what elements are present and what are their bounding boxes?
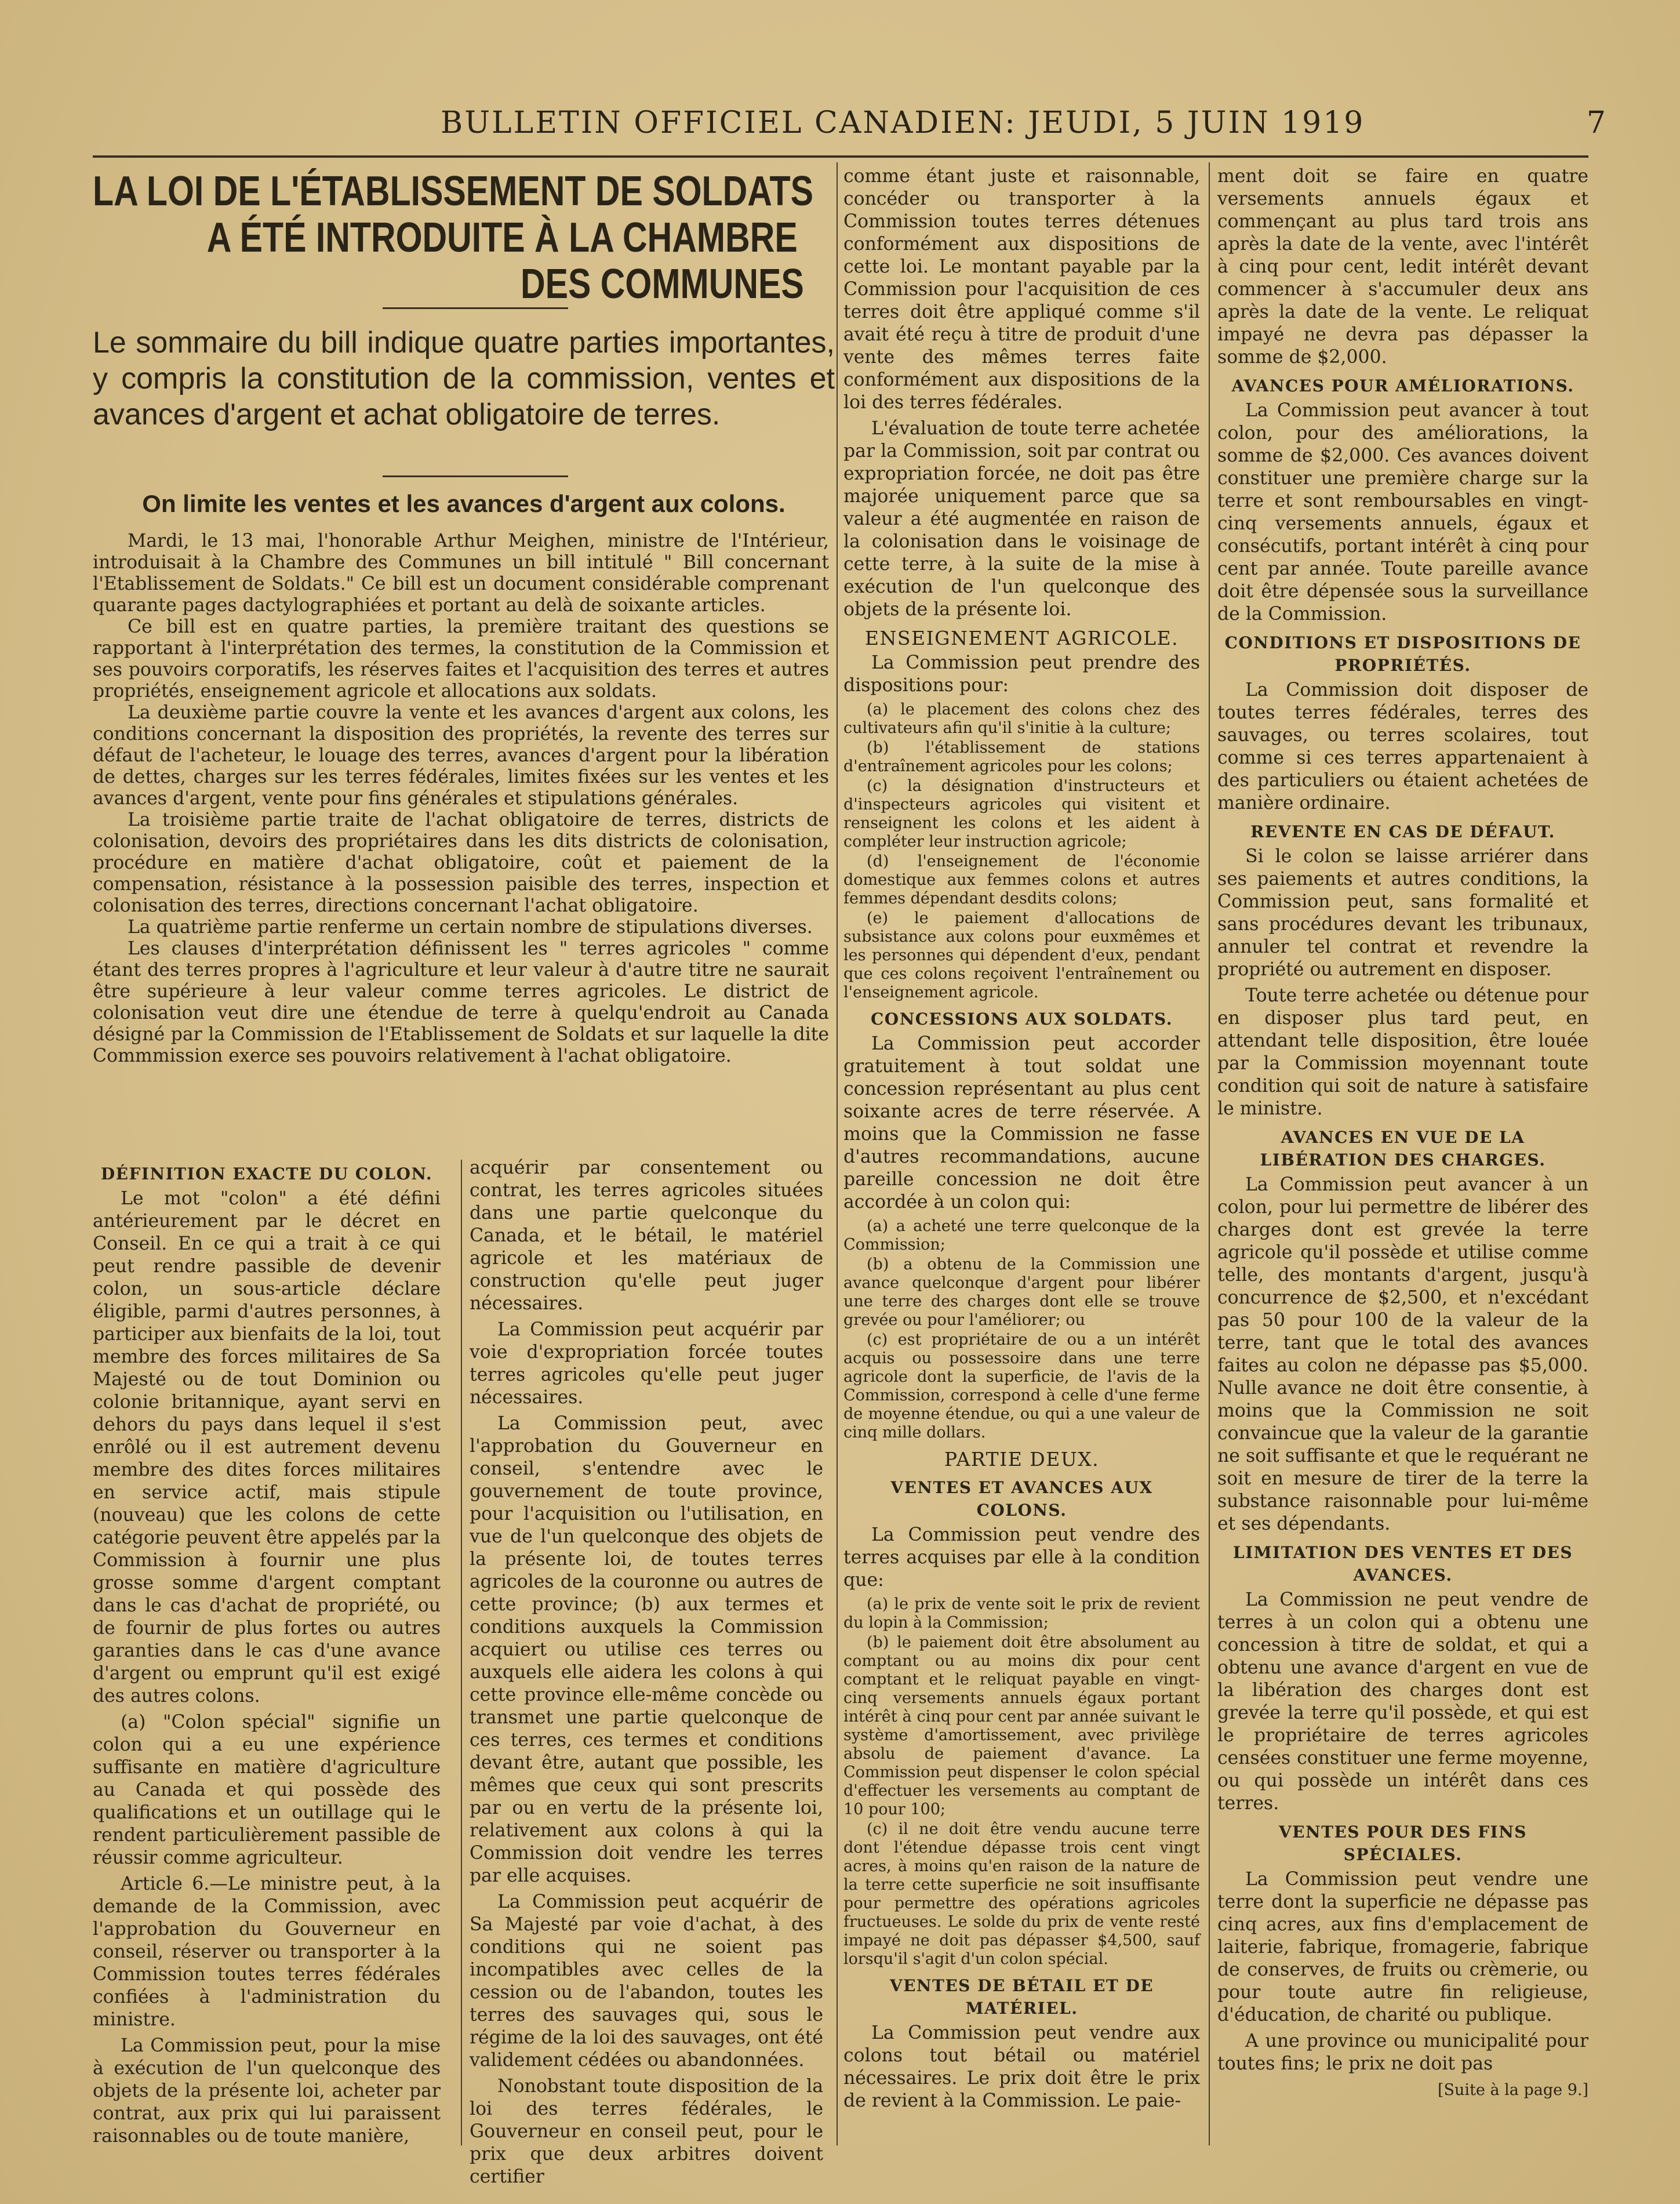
headline-line-2: A ÉTÉ INTRODUITE À LA CHAMBRE xyxy=(206,215,798,261)
column-c xyxy=(843,165,1200,2148)
running-header xyxy=(93,103,1606,158)
subheadline: On limite les ventes et les avances d'argent aux colons. xyxy=(142,490,786,517)
section-heading: VENTES DE BÉTAIL ET DE MATÉRIEL. xyxy=(889,1976,1154,2018)
paragraph: A une province ou municipalité pour toutes fins; le prix ne doit pas xyxy=(1217,2031,1588,2074)
paragraph: La Commission peut vendre des terres acquises par elle à la condition que: xyxy=(843,1524,1200,1591)
list-item: (b) a obtenu de la Commission une avance quelconque d'argent pour libérer une terre des charges dont elle se trouve grevée ou pour l'améliorer; ou xyxy=(843,1255,1200,1329)
paragraph: Ce bill est en quatre parties, la première traitant des questions se rapportant à l'interprétation des termes, la constitution de la Commission et ses pouvoirs corporatifs, les réserves faites et l'acquisition des terres et autres propriétés, enseignement agricole et allocations aux soldats. xyxy=(93,616,829,702)
section-heading: CONDITIONS ET DISPOSITIONS DE PROPRIÉTÉS. xyxy=(1224,633,1581,675)
section-heading: VENTES POUR DES FINS SPÉCIALES. xyxy=(1278,1822,1528,1864)
section-heading: VENTES ET AVANCES AUX COLONS. xyxy=(890,1478,1153,1520)
paragraph: La deuxième partie couvre la vente et les avances d'argent aux colons, les conditions concernant la disposition des propriétés, la revente des terres sur défaut de l'acheteur, le louage des terres, avances d'argent pour la libération de dettes, charges sur les terres fédérales, limites fixées sur les ventes et les avances d'argent, vente pour fins générales et stipulations générales. xyxy=(93,702,829,809)
paragraph: Toute terre achetée ou détenue pour en disposer plus tard peut, en attendant telle disposition, être louée par la Commission moyennant toute condition qui soit de nature à satisfaire le ministre. xyxy=(1217,985,1588,1119)
masthead-line: BULLETIN OFFICIEL CANADIEN: JEUDI, 5 JUIN 1919 xyxy=(441,106,1365,140)
column-rule xyxy=(461,1160,462,2145)
headline-line-3: DES COMMUNES xyxy=(521,261,804,307)
column-a xyxy=(93,1157,441,2147)
paragraph: Les clauses d'interprétation définissent les " terres agricoles " comme étant des terres propres à l'agriculture et leur valeur à d'autre titre ne saurait être supérieure à leur valeur comme terres agricoles. Le district de colonisation veut dire une étendue de terre à quelqu'endroit au Canada désigné par la Commission de l'Etablissement de Soldats et sur laquelle la dite Commmission exerce ses pouvoirs relativement à l'achat obligatoire. xyxy=(93,938,829,1066)
paragraph: La Commission ne peut vendre de terres à un colon qui a obtenu une concession à titre de soldat, et qui a obtenu une avance d'argent en vue de la libération des charges dont est grevée la terre qu'il possède, et qui est le propriétaire de terres agricoles censées constituer une ferme moyenne, ou qui possède un intérêt dans ces terres. xyxy=(1217,1589,1588,1814)
section-heading: REVENTE EN CAS DE DÉFAUT. xyxy=(1250,822,1555,841)
column-rule xyxy=(837,162,838,2145)
paragraph: ment doit se faire en quatre versements annuels égaux et commençant au plus tard trois ans après la date de la vente, avec l'intérêt à cinq pour cent, ledit intérêt devant commencer à s'accumuler deux ans après la date de la vente. Le reliquat impayé ne devra pas dépasser la somme de $2,000. xyxy=(1217,166,1588,368)
section-heading: PARTIE DEUX. xyxy=(944,1448,1100,1470)
divider xyxy=(383,307,568,309)
headline xyxy=(93,168,813,307)
section-heading: ENSEIGNEMENT AGRICOLE. xyxy=(864,627,1179,649)
paragraph: La Commission peut acquérir par voie d'expropriation forcée toutes terres agricoles qu'elle peut juger nécessaires. xyxy=(470,1319,823,1408)
list-item: (e) le paiement d'allocations de subsistance aux colons pour euxmêmes et les personnes qui dépendent d'eux, pendant que ces colons reçoivent l'entraînement ou l'enseignement agricole. xyxy=(843,909,1200,1001)
paragraph: Le mot "colon" a été défini antérieurement par le décret en Conseil. En ce qui a trait à ce qui peut rendre passible de devenir colon, un sous-article déclare éligible, parmi d'autres personnes, à participer aux bienfaits de la loi, tout membre des forces militaires de Sa Majesté ou de tout Dominion ou colonie britannique, ayant servi en dehors du pays dans lequel il s'est enrôlé ou il est autrement devenu membre des dites forces militaires en service actif, mais stipule (nouveau) que les colons de cette catégorie peuvent être appelés par la Commission à fournir une plus grosse somme d'argent comptant dans le cas d'achat de propriété, ou de fournir de plus fortes ou autres garanties dans le cas d'une avance d'argent ou emprunt qu'il est exigé des autres colons. xyxy=(93,1188,441,1706)
paragraph: La Commission peut acquérir de Sa Majesté par voie d'achat, à des conditions qui ne soient pas incompatibles avec celles de la cession ou de l'abandon, toutes les terres des sauvages qui, sous le régime de la loi des sauvages, ont été validement cédées ou abandonnées. xyxy=(470,1891,823,2071)
paragraph: comme étant juste et raisonnable, concéder ou transporter à la Commission toutes terres détenues conformément aux dispositions de cette loi. Le montant payable par la Commission pour l'acquisition de ces terres doit être appliqué comme s'il avait été reçu à titre de produit d'une vente des mêmes terres faite conformément aux dispositions de la loi des terres fédérales. xyxy=(843,166,1200,413)
list-item: (c) il ne doit être vendu aucune terre dont l'étendue dépasse trois cent vingt acres, à moins qu'en raison de la nature de la terre cette superficie ne soit insuffisante pour permettre des opérations agricoles fructueuses. Le solde du prix de vente resté impayé ne doit pas dépasser $4,500, sauf lorsqu'il s'agit d'un colon spécial. xyxy=(843,1820,1200,1968)
divider xyxy=(383,475,568,477)
section-heading: AVANCES EN VUE DE LA LIBÉRATION DES CHARGES. xyxy=(1260,1128,1546,1170)
list-item: (c) la désignation d'instructeurs et d'inspecteurs agricoles qui visitent et renseignent les colons et les aident à compléter leur instruction agricole; xyxy=(843,777,1200,851)
column-rule xyxy=(1209,162,1210,2145)
list-item: (b) l'établissement de stations d'entraînement agricoles pour les colons; xyxy=(843,739,1200,775)
intro-text xyxy=(93,531,829,1067)
paragraph: La Commission peut avancer à tout colon, pour des améliorations, la somme de $2,000. Ces avances doivent constituer une première charge sur la terre et sont remboursables en vingt-cinq versements annuels, égaux et consécutifs, portant intérêt à cinq pour cent par année. Toute pareille avance doit être dépensée sous la surveillance de la Commission. xyxy=(1217,400,1588,624)
paragraph: Mardi, le 13 mai, l'honorable Arthur Meighen, ministre de l'Intérieur, introduisait à la Chambre des Communes un bill intitulé " Bill concernant l'Etablissement de Soldats." Ce bill est un document considérable comprenant quarante pages dactylographiées et portant au delà de soixante articles. xyxy=(93,531,829,616)
paragraph: Si le colon se laisse arriérer dans ses paiements et autres conditions, la Commission peut, sans formalité et sans procédures devant les tribunaux, annuler tel contrat et revendre la propriété ou autrement en disposer. xyxy=(1217,846,1588,980)
paragraph: Nonobstant toute disposition de la loi des terres fédérales, le Gouverneur en conseil peut, pour le prix que deux arbitres doivent certifier xyxy=(470,2076,823,2187)
continued-note: [Suite à la page 9.] xyxy=(1438,2081,1588,2099)
paragraph: La Commission doit disposer de toutes terres fédérales, terres des sauvages, ou terres scolaires, tout comme si ces terres appartenaient à des particuliers ou étaient achetées de manière ordinaire. xyxy=(1217,680,1588,814)
list-item: (c) est propriétaire de ou a un intérêt acquis ou possessoire dans une terre agricole dont la superficie, de l'avis de la Commission, correspond à celle d'une ferme de moyenne étendue, ou qui a une valeur de cinq mille dollars. xyxy=(843,1331,1200,1442)
column-d xyxy=(1217,165,1588,2148)
list-item: (b) le paiement doit être absolument au comptant ou au moins dix pour cent comptant et le reliquat payable en vingt-cinq versements annuels égaux portant intérêt à cinq pour cent par année suivant le système d'amortissement, avec privilège absolu de paiement d'avance. La Commission peut dispenser le colon spécial d'effectuer les versements au comptant de 10 pour 100; xyxy=(843,1633,1200,1818)
headline-line-1: LA LOI DE L'ÉTABLISSEMENT DE SOLDATS xyxy=(93,168,813,215)
paragraph: La Commission peut accorder gratuitement à tout soldat une concession représentant au plus cent soixante acres de terre réservée. A moins que la Commission ne fasse d'autres recommandations, aucune pareille concession ne doit être accordée à un colon qui: xyxy=(843,1033,1200,1212)
paragraph: La troisième partie traite de l'achat obligatoire de terres, districts de colonisation, devoirs des propriétaires dans les dits districts de colonisation, procédure en matière d'achat obligatoire, coût et paiement de la compensation, résistance à la possession paisible des terres, inspection et colonisation des terres, directions concernant l'achat obligatoire. xyxy=(93,809,829,916)
paragraph: La Commission peut, pour la mise à exécution de l'un quelconque des objets de la présente loi, acheter par contrat, aux prix qui lui paraissent raisonnables ou de toute manière, xyxy=(93,2035,441,2147)
paragraph: La Commission peut avancer à un colon, pour lui permettre de libérer des charges dont est grevée la terre agricole qu'il possède et utilise comme telle, des montants d'argent, jusqu'à concurrence de $2,500, et n'excédant pas 50 pour 100 de la valeur de la terre, tant que le total des avances faites au colon ne dépasse pas $5,000. Nulle avance ne doit être consentie, à moins que la Commission ne soit convaincue que la valeur de la garantie ne soit suffisante et que le requérant ne soit en mesure de tirer de la terre la substance raisonnable pour lui-même et ses dépendants. xyxy=(1217,1174,1588,1534)
list-item: (a) le prix de vente soit le prix de revient du lopin à la Commission; xyxy=(843,1595,1200,1632)
section-heading: AVANCES POUR AMÉLIORATIONS. xyxy=(1231,376,1574,395)
paragraph: (a) "Colon spécial" signifie un colon qui a eu une expérience suffisante en matière d'agriculture au Canada et qui possède des qualifications et un outillage qui le rendent particulièrement passible de réussir comme agriculteur. xyxy=(93,1712,441,1868)
paragraph: L'évaluation de toute terre achetée par la Commission, soit par contrat ou expropriation forcée, ne doit pas être majorée uniquement parce que sa valeur a été augmentée en raison de la colonisation dans le voisinage de cette terre, à la suite de la mise à exécution de l'un quelconque des objets de la présente loi. xyxy=(843,418,1200,620)
section-heading: DÉFINITION EXACTE DU COLON. xyxy=(100,1164,433,1183)
paragraph: La quatrième partie renferme un certain nombre de stipulations diverses. xyxy=(128,917,813,938)
paragraph: La Commission peut prendre des dispositions pour: xyxy=(843,652,1200,696)
section-heading: CONCESSIONS AUX SOLDATS. xyxy=(871,1010,1173,1029)
paragraph: La Commission peut, avec l'approbation du Gouverneur en conseil, s'entendre avec le gouvernement de toute province, pour l'acquisition ou l'utilisation, en vue de l'un quelconque des objets de la présente loi, de toutes terres agricoles de la couronne ou autres de cette province; (b) aux termes et conditions auxquels la Commission acquiert ou utilise ces terres ou auxquels elle aidera les colons à qui cette province elle-même concède ou transmet une partie quelconque de ces terres, ces termes et conditions devant être, autant que possible, les mêmes que ceux qui sont prescrits par ou en vertu de la présente loi, relativement aux colons à qui la Commission doit vendre les terres par elle acquises. xyxy=(470,1413,823,1886)
deck: Le sommaire du bill indique quatre parties importantes, y compris la constitution de la commission, ventes et avances d'argent et achat obligatoire de terres. xyxy=(93,326,835,431)
page-number: 7 xyxy=(1586,106,1606,140)
column-b xyxy=(470,1157,823,2187)
list-item: (d) l'enseignement de l'économie domestique aux femmes colons et autres femmes dépendant desdits colons; xyxy=(843,852,1200,907)
list-item: (a) le placement des colons chez des cultivateurs afin qu'il s'initie à la culture; xyxy=(843,700,1200,737)
paragraph: La Commission peut vendre une terre dont la superficie ne dépasse pas cinq acres, aux fins d'emplacement de laiterie, fabrique, fromagerie, fabrique de conserves, de fruits ou crèmerie, ou pour toute autre fin religieuse, d'éducation, de charité ou publique. xyxy=(1217,1869,1588,2025)
paragraph: Article 6.—Le ministre peut, à la demande de la Commission, avec l'approbation du Gouverneur en conseil, réserver ou transporter à la Commission toutes terres fédérales confiées à l'administration du ministre. xyxy=(93,1873,441,2030)
paragraph: acquérir par consentement ou contrat, les terres agricoles situées dans une partie quelconque du Canada, et le bétail, le matériel agricole et les matériaux de construction qu'elle peut juger nécessaires. xyxy=(470,1157,823,1314)
paragraph: La Commission peut vendre aux colons tout bétail ou matériel nécessaires. Le prix doit être le prix de revient à la Commission. Le paie- xyxy=(843,2023,1200,2111)
list-item: (a) a acheté une terre quelconque de la Commission; xyxy=(843,1217,1200,1254)
section-heading: LIMITATION DES VENTES ET DES AVANCES. xyxy=(1232,1543,1573,1585)
